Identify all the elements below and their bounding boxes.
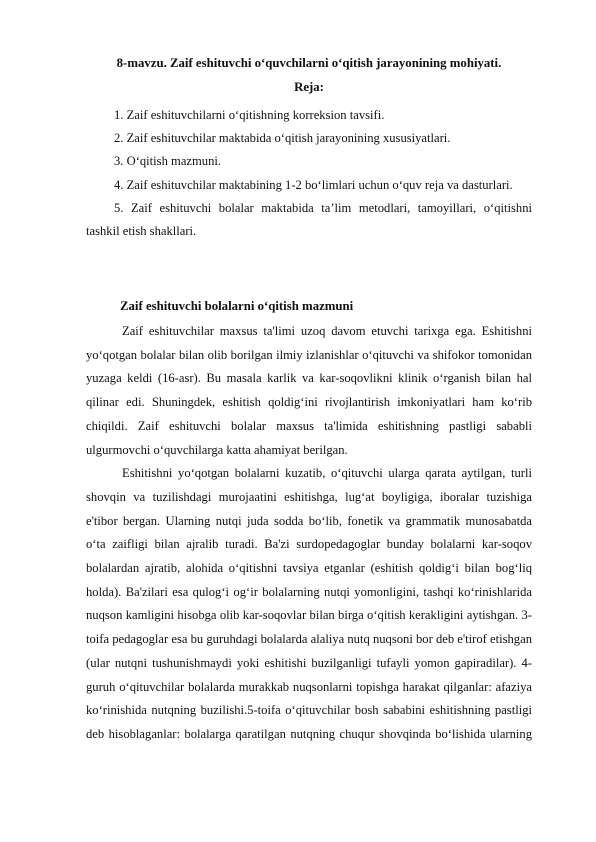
plan-list bbox=[86, 104, 532, 243]
body-paragraph: Zaif eshituvchilar maxsus ta'limi uzoq davom etuvchi tarixga ega. Eshitishni yo‘qotgan bolalar bilan olib borilgan ilmiy izlanishlar o‘qituvchi va shifokor tomonidan yuzaga keldi (16-asr). Bu masala karlik va kar-soqovlikni klinik o‘rganish bilan hal qilinar edi. Shuningdek, eshitish qoldig‘ini rivojlantirish imkoniyatlari ham ko‘rib chiqildi. Zaif eshituvchi bolalar maxsus ta'limida eshitishning pastligi sababli ulgurmovchi o‘quvchilarga katta ahamiyat berilgan. bbox=[86, 324, 532, 457]
plan-item: 2. Zaif eshituvchilar maktabida o‘qitish jarayonining xususiyatlari. bbox=[114, 131, 451, 146]
plan-item: 1. Zaif eshituvchilarni o‘qitishning korreksion tavsifi. bbox=[114, 108, 385, 122]
body-text bbox=[86, 320, 532, 747]
plan-item: 3. O‘qitish mazmuni. bbox=[114, 154, 222, 169]
body-paragraph: Eshitishni yo‘qotgan bolalarni kuzatib, o‘qituvchi ularga qarata aytilgan, turli shovqin va tuzilishdagi murojaatini eshitishga, lug‘at boyligiga, iboralar tuzishiga e'tibor bergan. Ularning nutqi juda sodda bo‘lib, fonetik va grammatik munosabatda o‘ta zaifligi bilan ajralib turadi. Ba'zi surdopedagoglar bunday bolalarni kar-soqov bolalardan ajratib, alohida o‘qitishni tavsiya etganlar (eshitish qoldig‘i bilan bog‘liq holda). Ba'zilari esa qulog‘i og‘ir bolalarning nutqi yomonligini, tashqi ko‘rinishlarida nuqson kamligini hisobga olib kar-soqovlar bilan birga o‘qitish kerakligini aytishgan. 3-toifa pedagoglar esa bu guruhdagi bolalarda alaliya nutq nuqsoni bor deb e'tirof etishgan (ular nutqni tushunishmaydi yoki eshitishi buzilganligi tufayli yomon gapiradilar). 4-guruh o‘qituvchilar bolalarda murakkab nuqsonlarni topishga harakat qilganlar: afaziya ko‘rinishida nutqning buzilishi.5-toifa o‘qituvchilar bosh sababini eshitishning pastligi deb hisoblaganlar: bolalarga qaratilgan nutqning chuqur shovqinda bo‘lishida ularning bbox=[86, 466, 532, 741]
document-title: 8-mavzu. Zaif eshituvchi o‘quvchilarni o‘qitish jarayonining mohiyati. bbox=[116, 56, 502, 70]
section-heading: Zaif eshituvchi bolalarni o‘qitish mazmuni bbox=[120, 299, 354, 313]
plan-item: 5. Zaif eshituvchi bolalar maktabida ta’lim metodlari, tamoyillari, o‘qitishni tashkil etish shakllari. bbox=[86, 200, 532, 239]
plan-heading: Reja: bbox=[294, 80, 324, 94]
plan-item: 4. Zaif eshituvchilar maktabining 1-2 bo‘limlari uchun o‘quv reja va dasturlari. bbox=[114, 177, 513, 192]
